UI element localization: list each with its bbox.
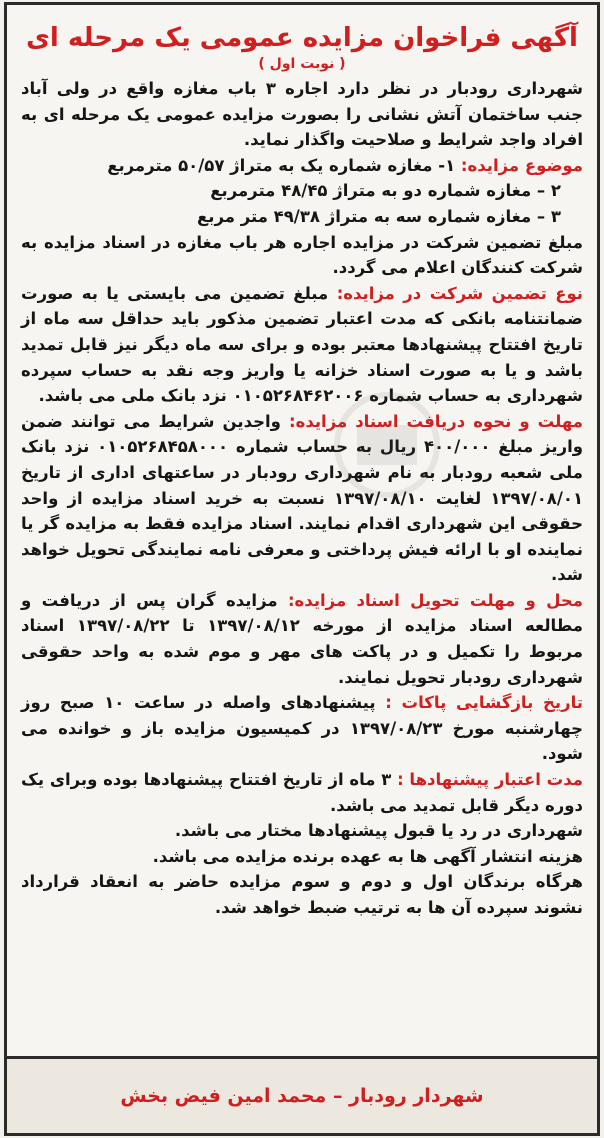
note-2: هزینه انتشار آگهی ها به عهده برنده مزایده می باشد. [152, 846, 583, 866]
subject-label: موضوع مزایده: [460, 155, 583, 175]
mayor-signature: شهردار رودبار – محمد امین فیض بخش [120, 1085, 484, 1107]
delivery-text: مزایده گران پس از دریافت و مطالعه اسناد مزایده از مورخه ۱۳۹۷/۰۸/۱۲ تا ۱۳۹۷/۰۸/۲۲ اسناد مربوط را تکمیل و در پاکت های مهر و موم شده به واحد حقوقی شهرداری رودبار تحویل نمایند. [21, 590, 584, 687]
opening-text: پیشنهادهای واصله در ساعت ۱۰ صبح روز چهارشنبه مورخ ۱۳۹۷/۰۸/۲۳ در کمیسیون مزایده باز و خوانده می شود. [21, 693, 583, 764]
note-1: شهرداری در رد یا قبول پیشنهادها مختار می باشد. [174, 821, 583, 841]
delivery-paragraph [21, 588, 583, 690]
documents-text: واجدین شرایط می توانند ضمن واریز مبلغ ۴۰۰/۰۰۰ ریال به حساب شماره ۰۱۰۵۲۶۸۴۵۸۰۰۰ نزد بانک ملی شعبه رودبار به نام شهرداری رودبار در ساعتهای اداری از تاریخ ۱۳۹۷/۰۸/۰۱ لغایت ۱۳۹۷/۰۸/۱۰ نسبت به خرید اسناد مزایده از واحد حقوقی این شهرداری اقدام نمایند. اسناد مزایده فقط به مزایده گر یا نماینده او با ارائه فیش پرداختی و معرفی نامه نمایندگی تحویل خواهد شد. [21, 411, 584, 585]
delivery-label: محل و مهلت تحویل اسناد مزایده: [287, 590, 584, 610]
opening-label: تاریخ بازگشایی پاکات : [385, 693, 583, 713]
documents-paragraph [21, 409, 583, 588]
validity-label: مدت اعتبار پیشنهادها : [397, 770, 583, 790]
subject-line [21, 153, 583, 179]
notice-frame [4, 2, 600, 1136]
notice-title: آگهی فراخوان مزایده عمومی یک مرحله ای [26, 23, 578, 53]
validity-paragraph [21, 767, 583, 818]
note-3: هرگاه برندگان اول و دوم و سوم مزایده حاضر به انعقاد قرارداد نشوند سپرده آن ها به ترتیب ضبط خواهد شد. [21, 872, 583, 917]
guarantee-type-text: مبلغ تضمین می بایستی یا به صورت ضمانتنامه بانکی که مدت اعتبار تضمین مذکور باید حداقل سه ماه از تاریخ افتتاح پیشنهادها معتبر بوده و برای سه ماه دیگر نیز قابل تمدید باشد و یا به صورت اسناد خزانه یا واریز وجه نقد به حساب سپرده شهرداری به حساب شماره ۰۱۰۵۲۶۸۴۶۲۰۰۶ نزد بانک ملی می باشد. [21, 283, 583, 406]
documents-label: مهلت و نحوه دریافت اسناد مزایده: [288, 411, 583, 431]
subject-item-2: ۲ – مغازه شماره دو به متراژ ۴۸/۴۵ مترمربع [210, 181, 561, 201]
guarantee-type-paragraph [21, 281, 583, 409]
guarantee-amount-paragraph: مبلغ تضمین شرکت در مزایده اجاره هر باب مغازه در اسناد مزایده به شرکت کنندگان اعلام می گردد. [21, 232, 583, 278]
notice-subtitle: ( نوبت اول ) [258, 56, 346, 72]
validity-text: ۳ ماه از تاریخ افتتاح پیشنهادها بوده وبرای یک دوره دیگر قابل تمدید می باشد. [21, 770, 583, 815]
subject-item-1: ۱- مغازه شماره یک به متراژ ۵۰/۵۷ مترمربع [107, 155, 456, 175]
intro-paragraph: شهرداری رودبار در نظر دارد اجاره ۳ باب مغازه واقع در ولی آباد جنب ساختمان آتش نشانی را بصورت مزایده عمومی یک مرحله ای به افراد واجد شرایط و صلاحیت واگذار نماید. [21, 79, 583, 150]
opening-paragraph [21, 690, 583, 767]
guarantee-type-label: نوع تضمین شرکت در مزایده: [336, 283, 584, 303]
signature-footer [7, 1056, 597, 1133]
subject-item-3: ۳ – مغازه شماره سه به متراژ ۴۹/۳۸ متر مربع [197, 206, 561, 226]
